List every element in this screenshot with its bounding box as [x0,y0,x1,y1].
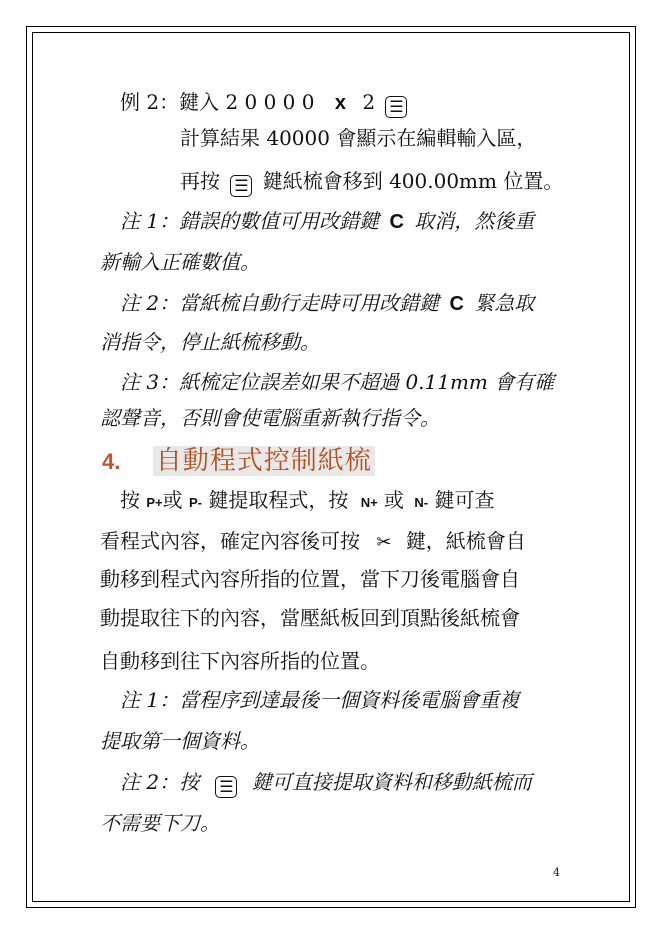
note1a-line1 [120,209,534,234]
note2a-post: 緊急取 [474,291,535,315]
note2b-line2: 不需要下刀。 [100,811,220,835]
p-minus-key: P- [188,495,202,510]
note2a-pre: 注 2：當紙梳自動行走時可用改錯鍵 [120,291,440,315]
body-line4: 動提取往下的內容，當壓紙板回到頂點後紙梳會 [100,606,520,630]
section-heading [102,446,375,477]
example2-result: 計算結果 40000 會顯示在編輯輸入區， [180,126,537,150]
body-text: 或 [384,488,405,512]
section-title: 自動程式控制紙梳 [153,446,375,476]
example2-two: 2 [362,90,376,114]
note3a-line1: 注 3：紙梳定位誤差如果不超過 0.11mm 會有確 [120,370,555,394]
n-plus-key: N+ [360,495,378,510]
body-text: 鍵可查 [434,488,495,512]
note1b-line2: 提取第一個資料。 [100,729,260,753]
note3a-line2: 認聲音，否則會使電腦重新執行指令。 [100,406,440,430]
example2-line [120,90,411,118]
p-plus-key: P+ [146,495,163,510]
body-line2 [100,529,526,554]
note2b-pre: 注 2：按 [120,770,200,794]
section-number: 4. [102,449,121,474]
body-text: 按 [120,488,140,512]
body-text: 看程式內容，確定內容後可按 [100,529,360,553]
multiply-sign: x [334,92,346,114]
note2b-post: 鍵可直接提取資料和移動紙梳而 [251,770,532,794]
note1b-line1: 注 1：當程序到達最後一個資料後電腦會重複 [120,688,520,712]
note1a-post: 取消，然後重 [414,209,535,233]
n-minus-key: N- [414,495,429,510]
example2-press-pre: 再按 [180,169,220,193]
example2-lead: 例 2：鍵入 2 0 0 0 0 [120,90,315,114]
body-text: 鍵提取程式，按 [208,488,349,512]
body-text: 或 [162,488,183,512]
equals-key-icon: ☰ [385,96,407,118]
note1a-line2: 新輸入正確數值。 [100,250,260,274]
equals-key-icon: ☰ [215,776,237,798]
c-key-icon: C [389,211,404,233]
body-line5: 自動移到往下內容所指的位置。 [100,649,380,673]
c-key-icon: C [449,293,464,315]
page-number: 4 [553,866,560,879]
body-line3: 動移到程式內容所指的位置，當下刀後電腦會自 [100,567,520,591]
equals-key-icon: ☰ [230,175,252,197]
body-text: 鍵，紙梳會自 [405,529,526,553]
note1a-pre: 注 1：錯誤的數值可用改錯鍵 [120,209,380,233]
note2b-line1 [120,770,532,798]
note2a-line1 [120,291,534,316]
example2-press-line [180,169,563,197]
note2a-line2: 消指令，停止紙梳移動。 [100,330,320,354]
run-key-icon: ✂ [376,532,392,552]
example2-press-post: 鍵紙梳會移到 400.00mm 位置。 [262,169,564,193]
body-line1 [120,488,494,515]
